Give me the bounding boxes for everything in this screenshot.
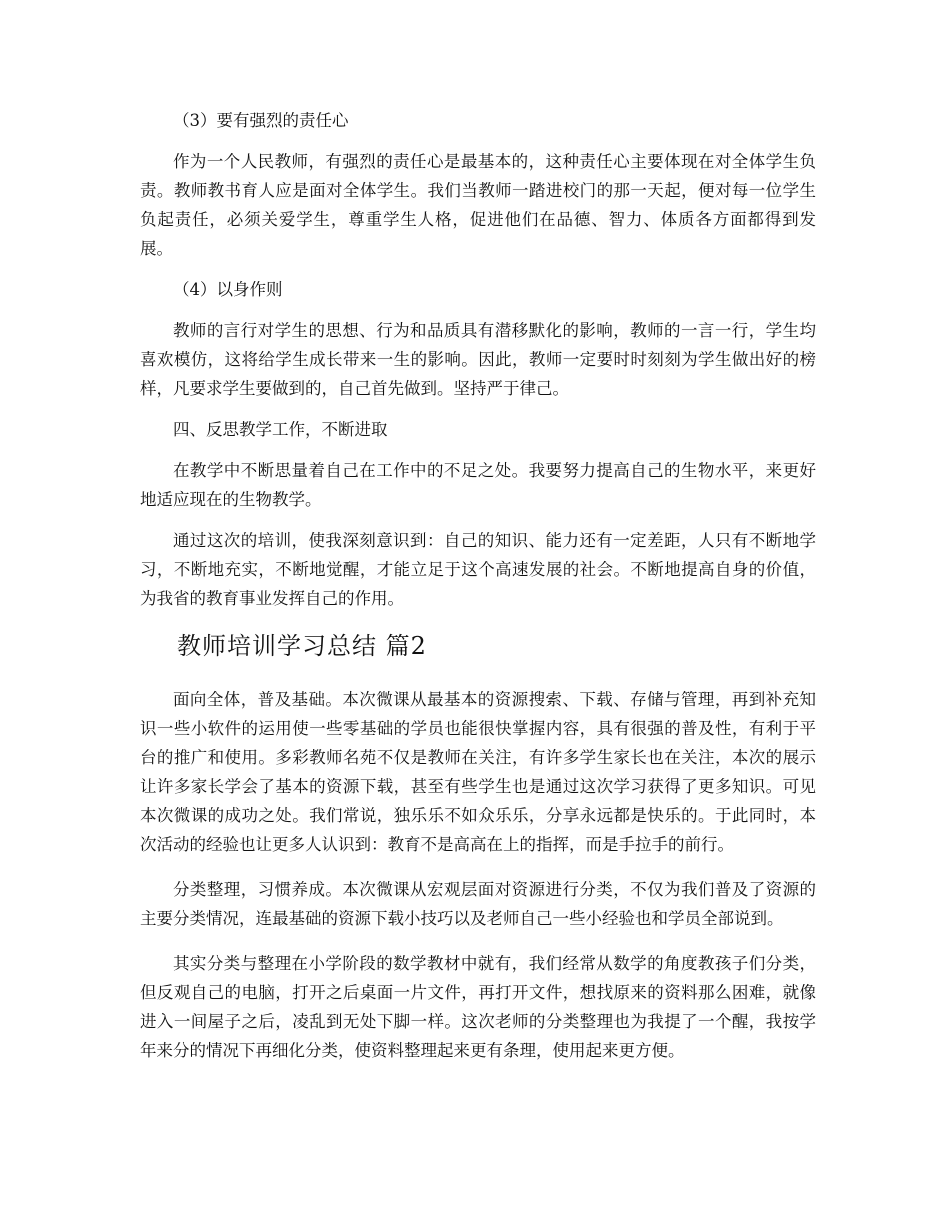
item3-paragraph: 作为一个人民教师，有强烈的责任心是最基本的，这种责任心主要体现在对全体学生负责。教师教书育人应是面对全体学生。我们当教师一踏进校门的那一天起，便对每一位学生负起责任，必须关爱学生，尊重学生人格，促进他们在品德、智力、体质各方面都得到发展。 [140, 152, 816, 258]
section-heading: 教师培训学习总结 篇2 [177, 632, 427, 660]
part4-paragraph: 在教学中不断思量着自己在工作中的不足之处。我要努力提高自己的生物水平，来更好地适应现在的生物教学。 [140, 461, 816, 509]
conclusion-paragraph: 通过这次的培训，使我深刻意识到：自己的知识、能力还有一定差距，人只有不断地学习，不断地充实，不断地觉醒，才能立足于这个高速发展的社会。不断地提高自身的价值，为我省的教育事业发挥自己的作用。 [140, 531, 816, 608]
item4-title: （4）以身作则 [173, 280, 283, 299]
item4-paragraph: 教师的言行对学生的思想、行为和品质具有潜移默化的影响，教师的一言一行，学生均喜欢模仿，这将给学生成长带来一生的影响。因此，教师一定要时时刻刻为学生做出好的榜样，凡要求学生要做到的，自己首先做到。坚持严于律己。 [140, 321, 816, 398]
section2-paragraph-1: 面向全体，普及基础。本次微课从最基本的资源搜索、下载、存储与管理，再到补充知识一些小软件的运用使一些零基础的学员也能很快掌握内容，具有很强的普及性，有利于平台的推广和使用。多彩教师名苑不仅是教师在关注，有许多学生家长也在关注，本次的展示让许多家长学会了基本的资源下载，甚至有些学生也是通过这次学习获得了更多知识。可见本次微课的成功之处。我们常说，独乐乐不如众乐乐，分享永远都是快乐的。于此同时，本次活动的经验也让更多人认识到：教育不是高高在上的指挥，而是手拉手的前行。 [140, 690, 816, 854]
section2-paragraph-3: 其实分类与整理在小学阶段的数学教材中就有，我们经常从数学的角度教孩子们分类，但反观自己的电脑，打开之后桌面一片文件，再打开文件，想找原来的资料那么困难，就像进入一间屋子之后，凌乱到无处下脚一样。这次老师的分类整理也为我提了一个醒，我按学年来分的情况下再细化分类，使资料整理起来更有条理，使用起来更方便。 [140, 954, 816, 1060]
section2-paragraph-2: 分类整理，习惯养成。本次微课从宏观层面对资源进行分类，不仅为我们普及了资源的主要分类情况，连最基础的资源下载小技巧以及老师自己一些小经验也和学员全部说到。 [140, 880, 816, 928]
part4-title: 四、反思教学工作，不断进取 [173, 420, 388, 439]
item3-title: （3）要有强烈的责任心 [173, 111, 349, 130]
